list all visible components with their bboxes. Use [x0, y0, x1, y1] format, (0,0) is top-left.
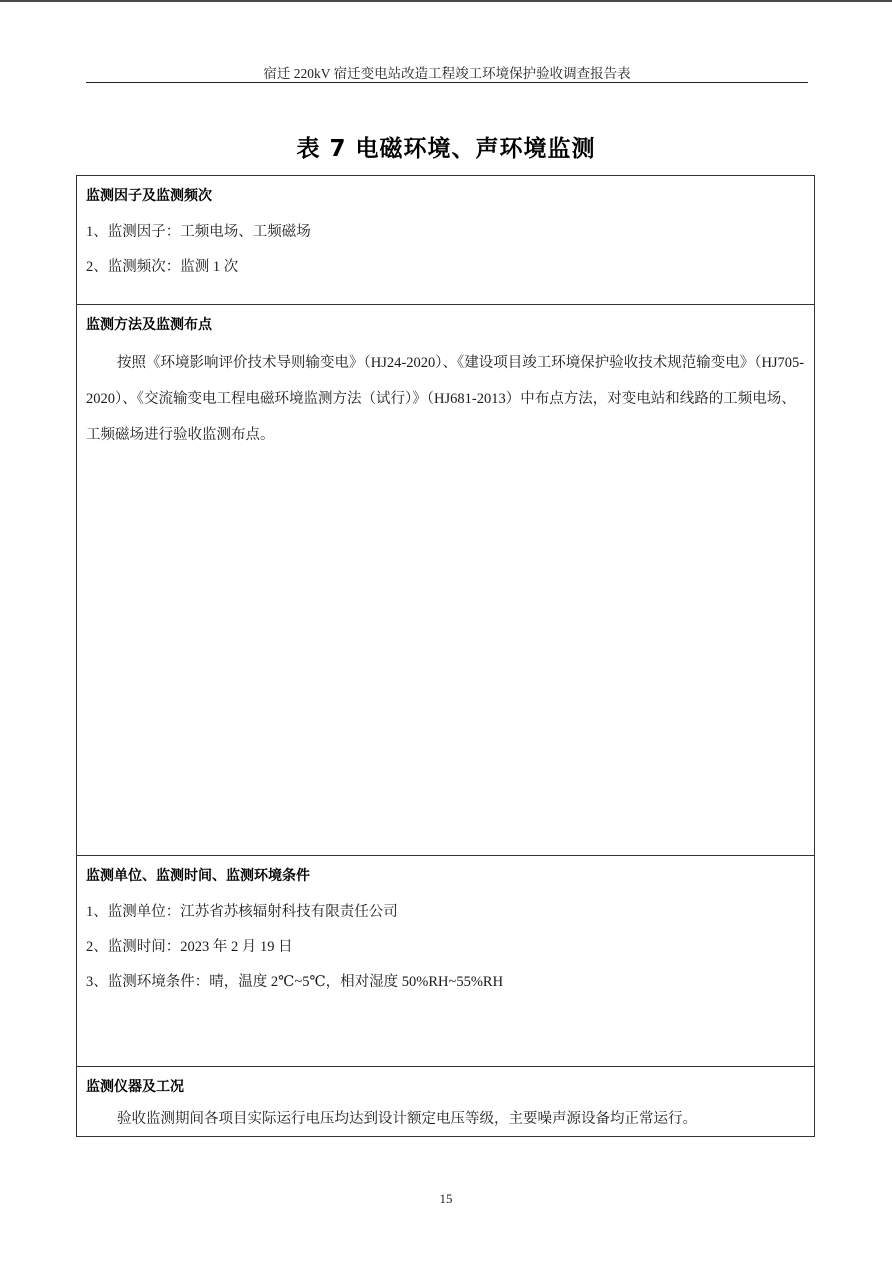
running-header: 宿迁 220kV 宿迁变电站改造工程竣工环境保护验收调查报告表: [263, 66, 631, 81]
factors-line-2: 2、监测频次：监测 1 次: [86, 259, 239, 275]
unit-line-3: 3、监测环境条件：晴，温度 2℃~5℃，相对湿度 50%RH~55%RH: [86, 974, 504, 990]
page-title: 表 7 电磁环境、声环境监测: [296, 136, 596, 162]
section-factors: [77, 176, 814, 305]
section-instruments: [77, 1067, 814, 1136]
page-number: 15: [439, 1191, 453, 1206]
unit-line-2: 2、监测时间：2023 年 2 月 19 日: [86, 939, 293, 955]
method-paragraph: 按照《环境影响评价技术导则输变电》（HJ24-2020）、《建设项目竣工环境保护验收技术规范输变电》（HJ705-2020）、《交流输变电工程电磁环境监测方法（试行）》（HJ681-2013）中布点方法，对变电站和线路的工频电场、工频磁场进行验收监测布点。: [86, 355, 805, 443]
section-heading-unit: 监测单位、监测时间、监测环境条件: [86, 868, 310, 884]
header-divider: [86, 82, 808, 83]
instruments-paragraph: 验收监测期间各项目实际运行电压均达到设计额定电压等级，主要噪声源设备均正常运行。: [117, 1111, 697, 1127]
section-heading-factors: 监测因子及监测频次: [86, 188, 212, 204]
section-heading-method: 监测方法及监测布点: [86, 317, 212, 333]
monitoring-table: [76, 175, 815, 1137]
page-top-border: [0, 0, 892, 2]
unit-line-1: 1、监测单位：江苏省苏核辐射科技有限责任公司: [86, 904, 398, 920]
section-unit: [77, 856, 814, 1067]
section-heading-instruments: 监测仪器及工况: [86, 1079, 184, 1095]
section-method: [77, 305, 814, 856]
factors-line-1: 1、监测因子：工频电场、工频磁场: [86, 224, 311, 240]
